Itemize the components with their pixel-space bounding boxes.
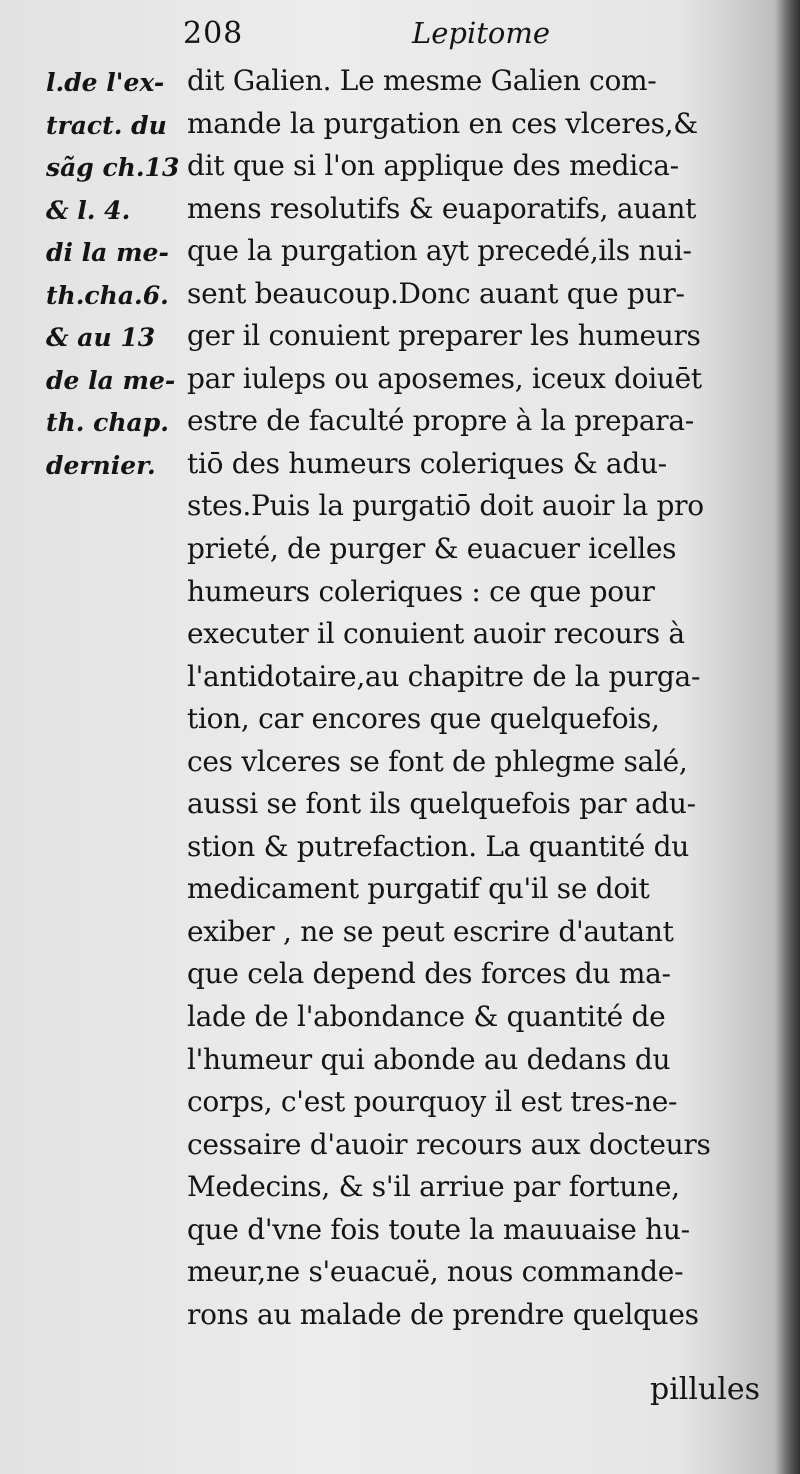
text-line: tiō des humeurs coleriques & adu- — [187, 446, 667, 480]
text-line: que cela depend des forces du ma- — [187, 957, 671, 991]
running-head: Lepitome — [412, 16, 551, 50]
text-line: meur,ne s'euacuë, nous commande- — [187, 1255, 684, 1289]
text-line: sent beaucoup.Donc auant que pur- — [187, 276, 685, 310]
catchword: pillules — [650, 1372, 761, 1407]
margin-note-line: & l. 4. — [46, 195, 131, 225]
text-line: tion, car encores que quelquefois, — [187, 702, 660, 736]
text-line: stes.Puis la purgatiō doit auoir la pro — [187, 489, 704, 523]
text-line: que d'vne fois toute la mauuaise hu- — [187, 1212, 690, 1246]
text-line: l'humeur qui abonde au dedans du — [187, 1042, 671, 1076]
text-line: dit Galien. Le mesme Galien com- — [187, 64, 657, 97]
page-number: 208 — [183, 16, 244, 51]
page-header — [0, 0, 800, 58]
text-line: medicament purgatif qu'il se doit — [187, 872, 650, 906]
text-line: lade de l'abondance & quantité de — [187, 1000, 666, 1034]
margin-note-line: de la me- — [46, 365, 176, 395]
text-line: cessaire d'auoir recours aux docteurs — [187, 1127, 711, 1161]
text-line: exiber , ne se peut escrire d'autant — [187, 914, 674, 948]
margin-note-line: dernier. — [46, 450, 156, 480]
body-text — [187, 60, 767, 1336]
text-line: Medecins, & s'il arriue par fortune, — [187, 1170, 680, 1204]
margin-note-line: sãg ch.13 — [46, 153, 180, 182]
margin-note-line: & au 13 — [46, 323, 156, 352]
text-line: estre de faculté propre à la prepara- — [187, 404, 694, 438]
text-line: ces vlceres se font de phlegme salé, — [187, 744, 688, 778]
text-line: par iuleps ou aposemes, iceux doiuēt — [187, 361, 702, 395]
page-gutter-shadow — [774, 0, 800, 1474]
text-line: mens resolutifs & euaporatifs, auant — [187, 191, 697, 225]
text-line: stion & putrefaction. La quantité du — [187, 829, 689, 863]
text-line: executer il conuient auoir recours à — [187, 617, 685, 651]
margin-note-line: th.cha.6. — [46, 280, 169, 310]
margin-note-line: di la me- — [46, 238, 169, 267]
text-line: que la purgation ayt precedé,ils nui- — [187, 234, 692, 268]
text-line: prieté, de purger & euacuer icelles — [187, 532, 677, 566]
text-line: ger il conuient preparer les humeurs — [187, 319, 701, 353]
text-line: corps, c'est pourquoy il est tres-ne- — [187, 1085, 678, 1119]
text-line: mande la purgation en ces vlceres,& — [187, 106, 698, 140]
text-line: humeurs coleriques : ce que pour — [187, 574, 655, 608]
text-line: aussi se font ils quelquefois par adu- — [187, 787, 696, 821]
margin-notes — [46, 62, 186, 487]
margin-note-line: tract. du — [46, 110, 167, 140]
text-line: dit que si l'on applique des medica- — [187, 149, 679, 183]
text-line: rons au malade de prendre quelques — [187, 1297, 699, 1331]
margin-note-line: th. chap. — [46, 408, 169, 437]
text-line: l'antidotaire,au chapitre de la purga- — [187, 659, 701, 693]
margin-note-line: l.de l'ex- — [46, 68, 165, 97]
